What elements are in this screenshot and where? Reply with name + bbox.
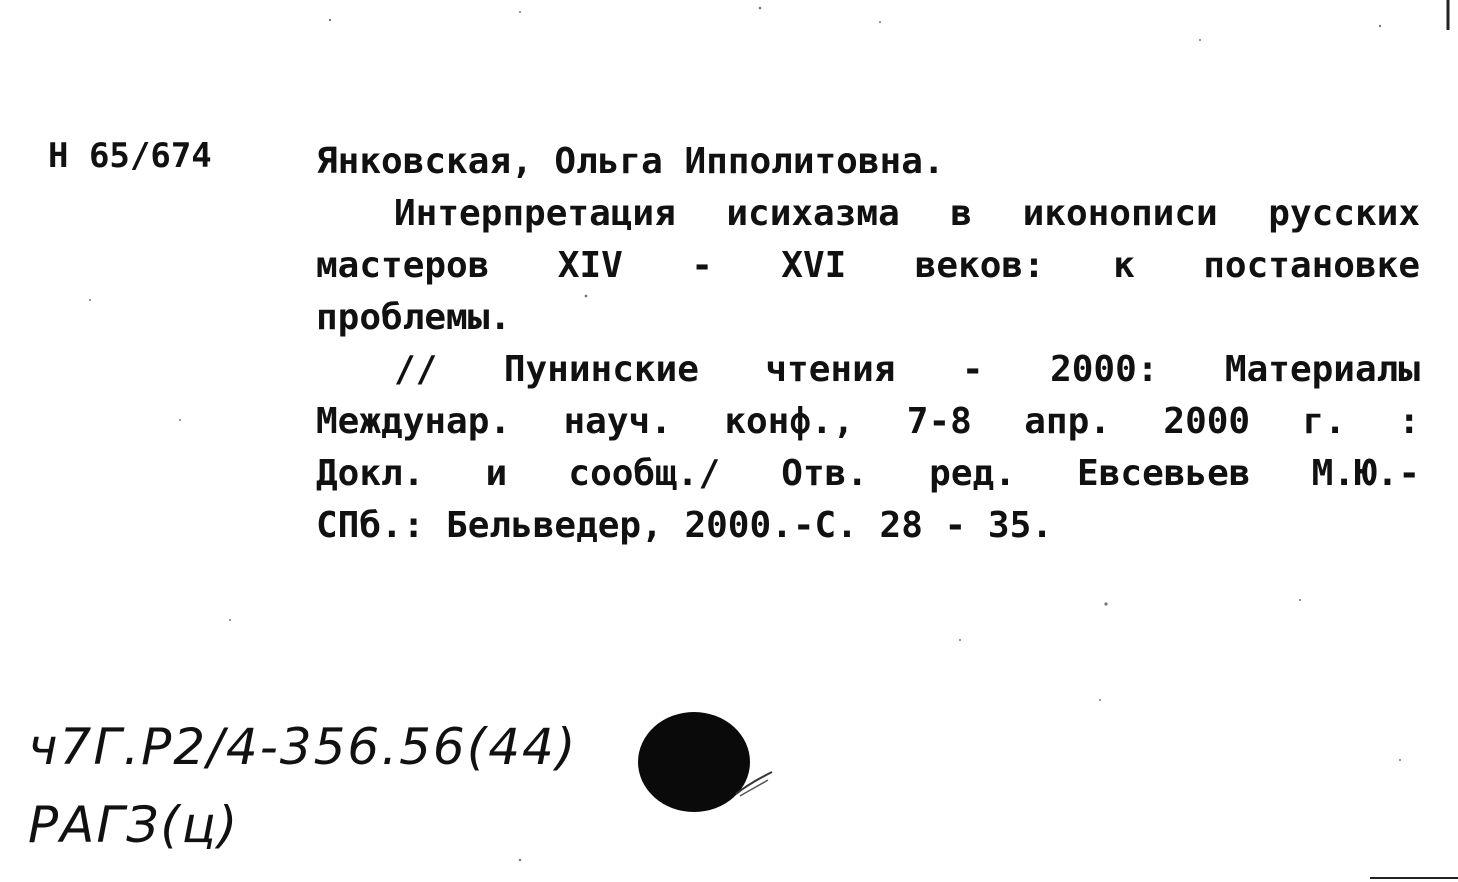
source-line: Докл. и сообщ./ Отв. ред. Евсевьев М.Ю.-	[316, 453, 1420, 494]
author-line: Янковская, Ольга Ипполитовна.	[316, 141, 945, 182]
handwritten-classification: ч7Г.Р2/4-356.56(44)	[28, 718, 578, 776]
shelfmark: Н 65/674	[48, 136, 212, 176]
source-line: СПб.: Бельведер, 2000.-С. 28 - 35.	[316, 505, 1053, 546]
title-line: Интерпретация исихазма в иконописи русских	[394, 193, 1420, 234]
handwritten-code: РАГЗ(ц)	[28, 796, 240, 854]
title-line: проблемы.	[316, 297, 512, 338]
source-line: Междунар. науч. конф., 7-8 апр. 2000 г. :	[316, 401, 1420, 442]
bibliographic-entry	[316, 136, 1420, 552]
pencil-mark	[734, 768, 774, 798]
source-line: // Пунинские чтения - 2000: Материалы	[394, 349, 1420, 390]
title-line: мастеров XIV - XVI веков: к постановке	[316, 245, 1420, 286]
